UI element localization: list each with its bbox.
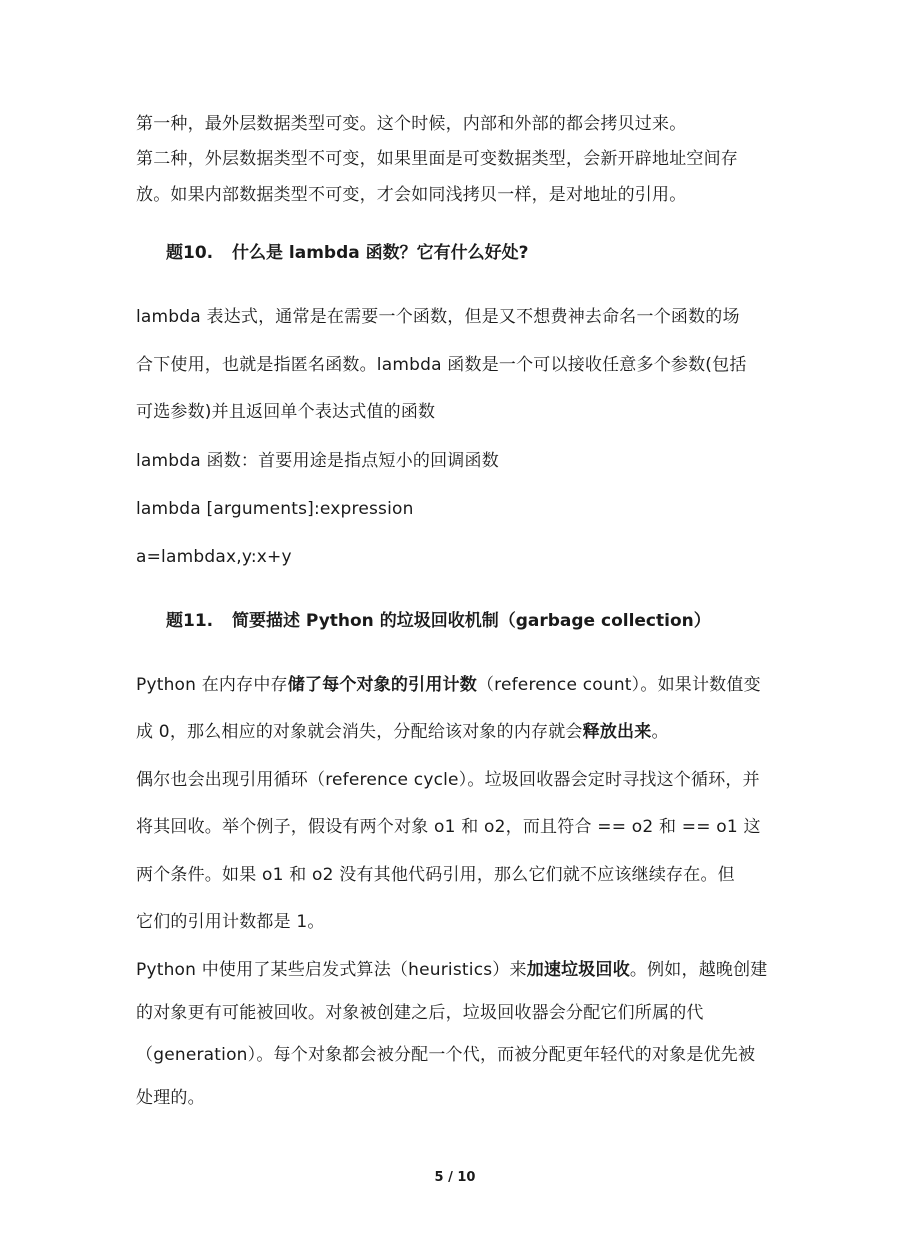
q10-line-1: lambda 表达式，通常是在需要一个函数，但是又不想费神去命名一个函数的场: [136, 307, 740, 327]
q11-number: 题11.: [166, 611, 214, 631]
q11-p1-line-1-a: Python 在内存中存: [136, 675, 288, 695]
q11-p2-line-3: 两个条件。如果 o1 和 o2 没有其他代码引用，那么它们就不应该继续存在。但: [136, 865, 735, 885]
q11-p2-line-1: 偶尔也会出现引用循环（reference cycle）。垃圾回收器会定时寻找这个循环，并: [136, 770, 760, 790]
q11-title: 简要描述 Python 的垃圾回收机制（garbage collection）: [232, 611, 711, 631]
q10-line-4: lambda 函数：首要用途是指点短小的回调函数: [136, 451, 499, 471]
q11-p2-line-2: 将其回收。举个例子，假设有两个对象 o1 和 o2，而且符合 == o2 和 == o1 这: [136, 817, 761, 837]
q11-p3-line-1-bold: 加速垃圾回收: [526, 960, 630, 980]
intro-line-2: 第二种，外层数据类型不可变，如果里面是可变数据类型，会新开辟地址空间存: [136, 149, 738, 169]
q11-p1-line-2: [136, 720, 776, 744]
q10-heading: [166, 241, 529, 265]
q11-p3-line-1-c: 。例如，越晚创建: [629, 960, 768, 980]
q11-p1-line-2-bold: 释放出来: [582, 722, 652, 742]
q10-number: 题10.: [166, 243, 214, 263]
q10-line-5: lambda [arguments]:expression: [136, 499, 414, 519]
q10-line-3: 可选参数)并且返回单个表达式值的函数: [136, 402, 436, 422]
q11-p1-line-1-bold: 储了每个对象的引用计数: [287, 675, 477, 695]
q10-line-6: a=lambdax,y:x+y: [136, 547, 292, 567]
q11-p3-line-1-a: Python 中使用了某些启发式算法（heuristics）来: [136, 960, 527, 980]
q11-heading: [166, 609, 711, 633]
q10-line-2: 合下使用，也就是指匿名函数。lambda 函数是一个可以接收任意多个参数(包括: [136, 355, 747, 375]
q11-p3-line-3: （generation）。每个对象都会被分配一个代，而被分配更年轻代的对象是优先被: [136, 1045, 756, 1065]
q11-p1-line-1-c: （reference count）。如果计数值变: [476, 675, 761, 695]
q11-p2-line-4: 它们的引用计数都是 1。: [136, 912, 325, 932]
q10-title: 什么是 lambda 函数？它有什么好处?: [232, 243, 529, 263]
q11-p1-line-1: [136, 673, 776, 697]
q11-p1-line-2-a: 成 0，那么相应的对象就会消失，分配给该对象的内存就会: [136, 722, 583, 742]
intro-line-3: 放。如果内部数据类型不可变，才会如同浅拷贝一样，是对地址的引用。: [136, 185, 687, 205]
q11-p1-line-2-c: 。: [651, 722, 669, 742]
intro-line-1: 第一种，最外层数据类型可变。这个时候，内部和外部的都会拷贝过来。: [136, 114, 687, 134]
q11-p3-line-4: 处理的。: [136, 1088, 205, 1108]
page-indicator: 5 / 10: [434, 1170, 476, 1185]
q11-p3-line-1: [136, 958, 776, 982]
q11-p3-line-2: 的对象更有可能被回收。对象被创建之后，垃圾回收器会分配它们所属的代: [136, 1003, 704, 1023]
